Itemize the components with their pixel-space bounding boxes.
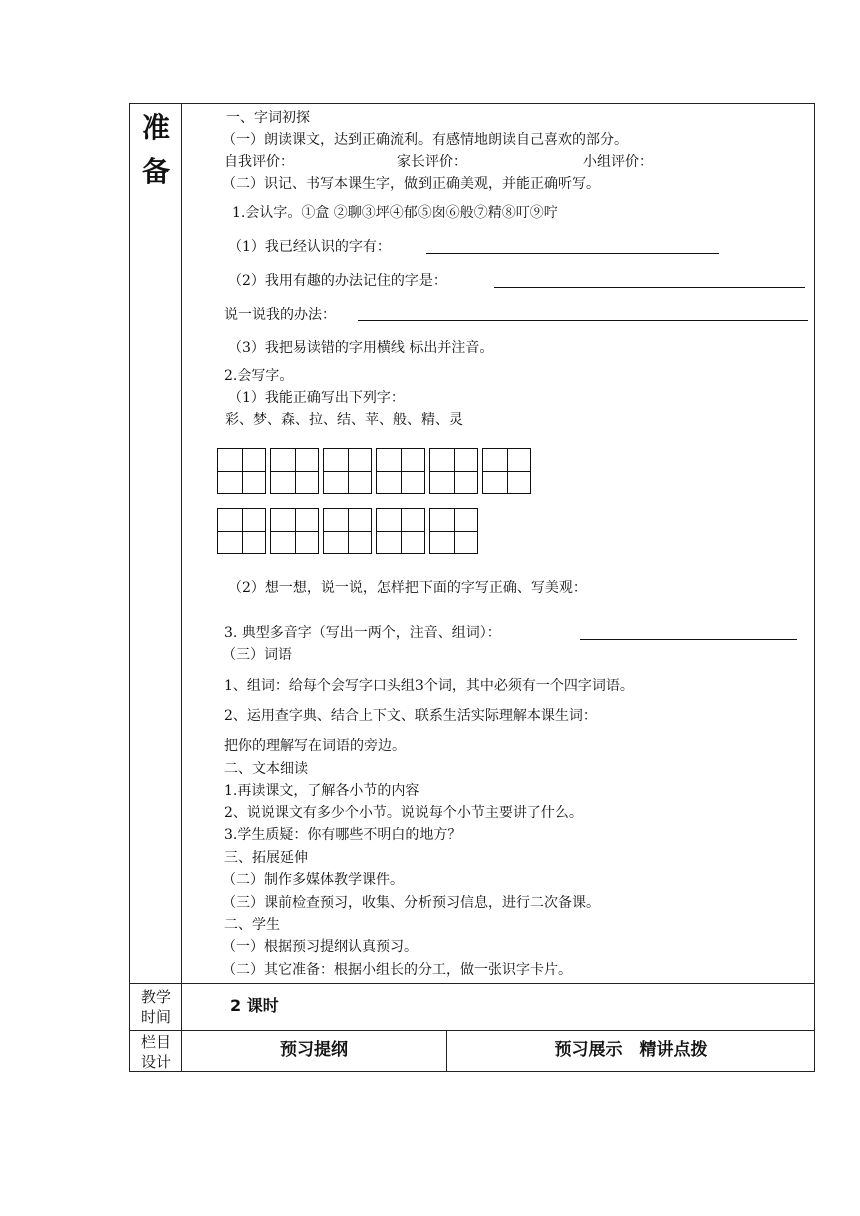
write-chars: 彩、梦、森、拉、结、苹、般、精、灵 [225,412,463,428]
row-divider-design [129,1030,815,1031]
recognize-chars: 1.会认字。①盒 ②聊③坪④郁⑤囱⑥般⑦精⑧叮⑨咛 [232,205,558,221]
section-2-item-1: 1.再读课文，了解各小节的内容 [224,783,420,799]
section-2-item-2: 2、说说课文有多少个小节。说说每个小节主要讲了什么。 [224,805,583,821]
section-1-item-1: （一）朗读课文，达到正确流利。有感情地朗读自己喜欢的部分。 [222,132,628,148]
side-label-design-1: 栏目 [140,1033,171,1051]
section-3-item-1: （二）制作多媒体教学课件。 [222,872,404,888]
section-3-title: 三、拓展延伸 [224,850,308,866]
section-2-item-3: 3.学生质疑：你有哪些不明白的地方？ [224,827,462,843]
words-item-3: 把你的理解写在词语的旁边。 [224,738,406,754]
writing-box[interactable] [270,448,319,494]
section-4-title: 二、学生 [224,917,280,933]
section-4-item-2: （二）其它准备：根据小组长的分工，做一张识字卡片。 [222,962,572,978]
method-blank[interactable] [358,320,808,321]
writing-grid-row-1 [217,448,531,494]
section-4-item-1: （一）根据预习提纲认真预习。 [222,939,418,955]
write-title: 2.会写字。 [224,368,294,384]
write-item-2: （2）想一想，说一说，怎样把下面的字写正确、写美观： [228,580,587,596]
writing-box[interactable] [429,448,478,494]
writing-box[interactable] [217,448,266,494]
section-3-item-2: （三）课前检查预习，收集、分析预习信息，进行二次备课。 [222,895,600,911]
writing-box[interactable] [482,448,531,494]
remember-chars-blank[interactable] [494,287,805,288]
writing-box[interactable] [429,508,478,554]
section-1-item-2: （二）识记、书写本课生字，做到正确美观，并能正确听写。 [222,176,600,192]
lesson-time-value: 2 课时 [230,996,279,1015]
polyphonic-blank[interactable] [580,639,797,640]
side-label-design-2: 设计 [140,1053,171,1071]
eval-self-label: 自我评价： [224,154,294,170]
eval-parent-label: 家长评价： [397,154,467,170]
write-item-1: （1）我能正确写出下列字： [228,390,405,406]
remember-chars-label: （2）我用有趣的办法记住的字是： [228,273,447,289]
mark-instruction: （3）我把易读错的字用横线 标出并注音。 [228,340,494,356]
writing-box[interactable] [323,448,372,494]
known-chars-label: （1）我已经认识的字有： [228,239,391,255]
writing-box[interactable] [376,508,425,554]
section-2-title: 二、文本细读 [224,761,308,777]
side-label-prep-2: 备 [141,155,170,188]
known-chars-blank[interactable] [426,253,719,254]
writing-box[interactable] [376,448,425,494]
row-divider-time [129,983,815,984]
writing-grid-row-2 [217,508,478,554]
writing-box[interactable] [217,508,266,554]
words-title: （三）词语 [222,647,292,663]
design-right-header: 预习展示 精讲点拨 [554,1040,708,1060]
side-label-time-1: 教学 [140,988,171,1006]
design-left-header: 预习提纲 [280,1040,348,1060]
words-item-1: 1、组词：给每个会写字口头组3个词，其中必须有一个四字词语。 [224,678,634,694]
polyphonic-label: 3. 典型多音字（写出一两个，注音、组词）： [224,625,501,641]
side-label-time-2: 时间 [140,1008,171,1026]
writing-box[interactable] [270,508,319,554]
method-label: 说一说我的办法： [224,307,336,323]
words-item-2: 2、运用查字典、结合上下文、联系生活实际理解本课生词： [224,708,597,724]
eval-group-label: 小组评价： [583,154,653,170]
section-1-title: 一、字词初探 [226,110,310,126]
writing-box[interactable] [323,508,372,554]
side-label-prep-1: 准 [141,111,170,144]
side-column-divider [181,103,182,1072]
